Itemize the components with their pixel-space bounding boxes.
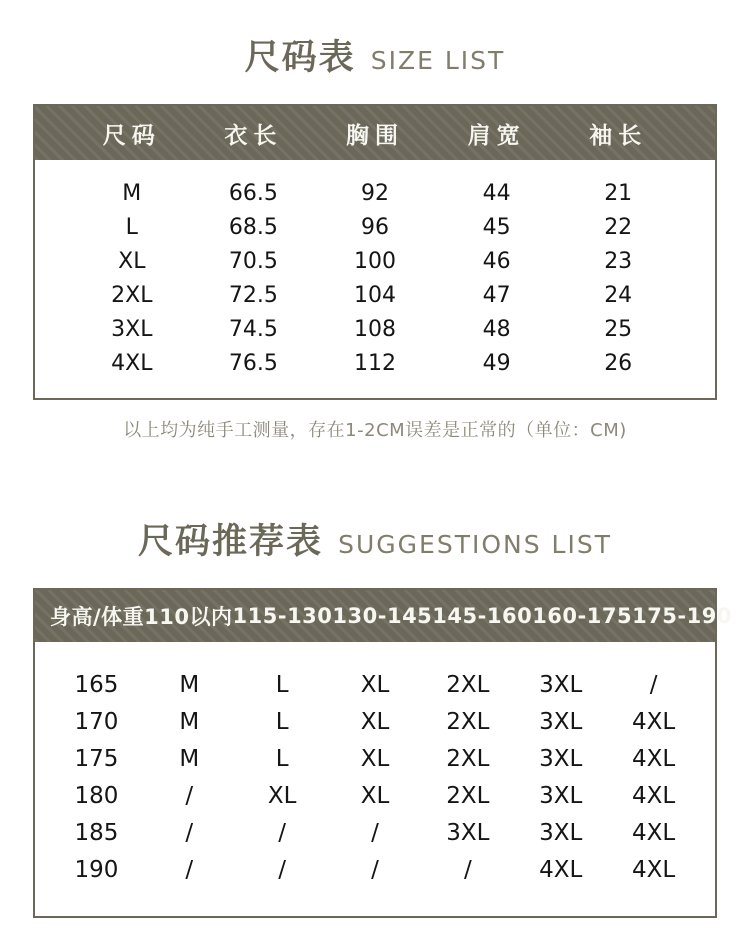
suggestions-table-cell: XL bbox=[267, 782, 297, 809]
suggestions-table-header-cell: 110以内 bbox=[144, 605, 233, 629]
suggestions-table-cell: L bbox=[275, 745, 289, 772]
suggestions-table-cell: 2XL bbox=[446, 745, 490, 772]
size-table-cell: 46 bbox=[482, 248, 511, 274]
size-table-cell: 48 bbox=[482, 316, 511, 342]
suggestions-table-cell: 3XL bbox=[539, 782, 583, 809]
suggestions-table-cell: M bbox=[179, 745, 200, 772]
suggestions-table-header-cell: 身高/体重 bbox=[50, 605, 145, 629]
suggestions-table-header-cell: 175-190 bbox=[632, 604, 732, 628]
size-table-header-cell: 尺码 bbox=[102, 122, 161, 149]
size-list-title-block bbox=[0, 30, 750, 80]
size-table-cell: M bbox=[122, 180, 142, 206]
size-table-cell: 26 bbox=[604, 350, 633, 376]
suggestions-table-row bbox=[35, 814, 715, 851]
suggestions-table-cell: XL bbox=[360, 782, 390, 809]
suggestions-table-cell: / bbox=[371, 856, 379, 883]
suggestions-table-cell: 4XL bbox=[631, 782, 676, 809]
suggestions-table-header-cell: 115-130 bbox=[232, 604, 333, 628]
suggestions-title: 尺码推荐表 bbox=[138, 522, 324, 562]
size-table-header-cell: 衣长 bbox=[224, 122, 283, 149]
suggestions-table-cell: / bbox=[185, 856, 194, 883]
suggestions-table-body bbox=[35, 642, 715, 916]
size-table-cell: 76.5 bbox=[228, 350, 278, 376]
size-table-cell: 23 bbox=[604, 248, 633, 274]
size-table-header-row bbox=[35, 106, 715, 160]
size-table-row bbox=[35, 176, 715, 210]
suggestions-table-cell: 170 bbox=[74, 708, 119, 735]
suggestions-table-cell: / bbox=[371, 819, 379, 846]
suggestions-table-cell: 180 bbox=[74, 782, 119, 809]
size-list-title: 尺码表 bbox=[244, 38, 356, 78]
suggestions-table-header bbox=[35, 590, 732, 642]
suggestions-table-row bbox=[35, 851, 715, 888]
suggestions-title-block bbox=[0, 514, 750, 564]
size-table-row bbox=[35, 278, 715, 312]
size-list-subtitle: SIZE LIST bbox=[370, 46, 506, 75]
size-table-cell: 66.5 bbox=[228, 180, 278, 206]
size-table-cell: 96 bbox=[360, 214, 389, 240]
suggestions-table-header-cell: 130-145 bbox=[332, 604, 433, 628]
size-table-cell: 72.5 bbox=[228, 282, 278, 308]
size-table-cell: 44 bbox=[482, 180, 511, 206]
size-table-cell: L bbox=[125, 214, 138, 240]
suggestions-table-cell: 175 bbox=[74, 745, 119, 772]
suggestions-table-cell: 4XL bbox=[631, 819, 676, 846]
suggestions-table-row bbox=[35, 777, 715, 814]
suggestions-table-cell: XL bbox=[360, 671, 390, 698]
suggestions-table-cell: XL bbox=[360, 708, 390, 735]
suggestions-table-row bbox=[35, 740, 715, 777]
suggestions-table-cell: 3XL bbox=[539, 708, 583, 735]
suggestions-table-cell: 2XL bbox=[446, 782, 490, 809]
suggestions-table-cell: L bbox=[275, 708, 289, 735]
suggestions-table-cell: 3XL bbox=[446, 819, 490, 846]
suggestions-table bbox=[33, 588, 732, 918]
suggestions-table-cell: / bbox=[463, 856, 472, 883]
suggestions-table-cell: 3XL bbox=[539, 819, 583, 846]
suggestions-table-cell: 4XL bbox=[631, 745, 676, 772]
size-table-cell: 100 bbox=[353, 248, 396, 274]
size-table-row bbox=[35, 312, 715, 346]
suggestions-table-cell: 2XL bbox=[446, 671, 490, 698]
size-table-row bbox=[35, 210, 715, 244]
suggestions-table-cell: / bbox=[649, 671, 658, 698]
size-table-header bbox=[35, 106, 715, 160]
suggestions-table-row bbox=[35, 666, 715, 703]
size-table-cell: 2XL bbox=[111, 282, 153, 308]
size-table-header-cell: 胸围 bbox=[345, 122, 404, 149]
size-table-body bbox=[35, 160, 715, 398]
suggestions-table-cell: M bbox=[179, 671, 200, 698]
size-table-cell: 4XL bbox=[111, 350, 153, 376]
size-table-cell: 112 bbox=[353, 350, 396, 376]
size-table-cell: 21 bbox=[604, 180, 633, 206]
size-table-cell: 70.5 bbox=[228, 248, 278, 274]
size-table-cell: 92 bbox=[360, 180, 389, 206]
suggestions-table-cell: / bbox=[278, 856, 286, 883]
suggestions-table-row bbox=[35, 703, 715, 740]
suggestions-table-header-row bbox=[35, 590, 732, 642]
suggestions-table-cell: 3XL bbox=[539, 745, 583, 772]
suggestions-table-cell: 185 bbox=[74, 819, 119, 846]
size-table-row bbox=[35, 346, 715, 380]
size-table-cell: 47 bbox=[482, 282, 511, 308]
suggestions-table-cell: / bbox=[185, 819, 194, 846]
size-table bbox=[33, 104, 717, 400]
size-table-cell: 68.5 bbox=[228, 214, 278, 240]
suggestions-table-cell: 165 bbox=[74, 671, 119, 698]
size-table-cell: 45 bbox=[482, 214, 511, 240]
measurement-note: 以上均为纯手工测量，存在1-2CM误差是正常的（单位：CM) bbox=[123, 420, 627, 441]
size-table-row bbox=[35, 244, 715, 278]
size-table-cell: 49 bbox=[482, 350, 511, 376]
suggestions-table-cell: L bbox=[275, 671, 289, 698]
suggestions-table-cell: M bbox=[179, 708, 200, 735]
suggestions-table-cell: XL bbox=[360, 745, 390, 772]
suggestions-table-header-cell: 160-175 bbox=[532, 604, 633, 628]
size-table-header-cell: 袖长 bbox=[589, 122, 648, 149]
suggestions-table-header-cell: 145-160 bbox=[432, 604, 533, 628]
size-table-cell: 3XL bbox=[111, 316, 153, 342]
suggestions-table-cell: / bbox=[278, 819, 286, 846]
size-table-header-cell: 肩宽 bbox=[467, 122, 526, 149]
suggestions-table-cell: 4XL bbox=[539, 856, 583, 883]
size-table-cell: 22 bbox=[604, 214, 633, 240]
size-table-cell: 104 bbox=[353, 282, 396, 308]
suggestions-table-cell: 3XL bbox=[539, 671, 583, 698]
size-table-cell: 25 bbox=[604, 316, 633, 342]
suggestions-table-cell: 4XL bbox=[631, 708, 676, 735]
suggestions-table-cell: 4XL bbox=[631, 856, 676, 883]
suggestions-subtitle: SUGGESTIONS LIST bbox=[338, 530, 612, 559]
size-table-cell: 108 bbox=[353, 316, 396, 342]
size-table-cell: 74.5 bbox=[228, 316, 278, 342]
size-table-cell: XL bbox=[118, 248, 146, 274]
suggestions-table-cell: / bbox=[185, 782, 194, 809]
suggestions-table-cell: 2XL bbox=[446, 708, 490, 735]
suggestions-table-cell: 190 bbox=[74, 856, 119, 883]
size-table-cell: 24 bbox=[604, 282, 633, 308]
